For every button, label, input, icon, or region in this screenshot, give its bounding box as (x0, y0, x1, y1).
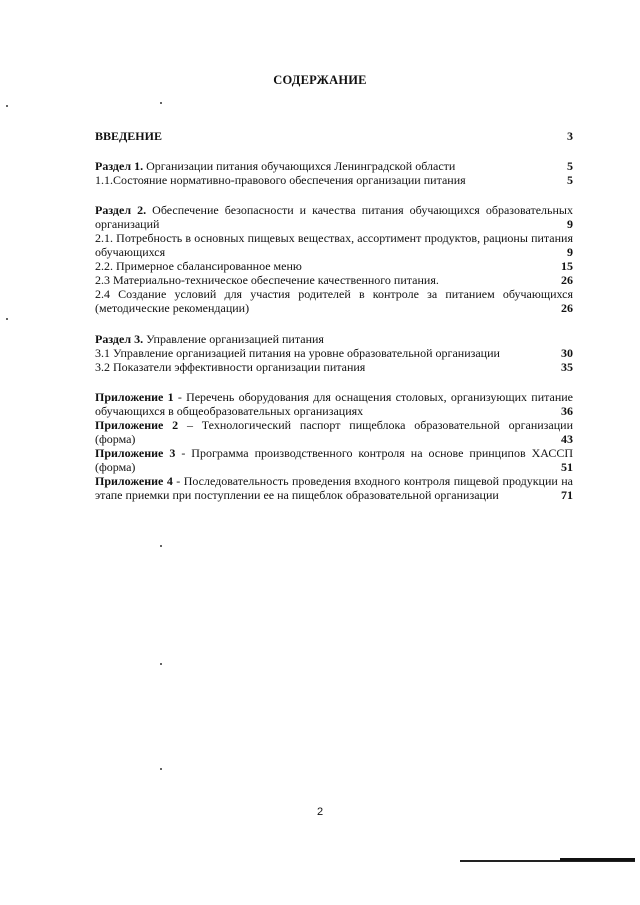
appendix-3-text: - Программа производственного контроля на основе принципов ХАССП (форма) (95, 446, 573, 474)
toc-item-2-2: 2.2. Примерное сбалансированное меню (95, 259, 302, 273)
section2-title: Обеспечение безопасности и качества питания обучающихся образовательных организаций (95, 203, 573, 231)
appendix-4-label: Приложение 4 (95, 474, 173, 488)
toc-section-1 (95, 159, 573, 187)
toc-item-2-3-page: 26 (561, 273, 573, 287)
toc-appendix-1 (95, 390, 573, 418)
section2-page: 9 (567, 217, 573, 231)
toc-item-1-1-page: 5 (567, 173, 573, 187)
toc-item-3-2: 3.2 Показатели эффективности организации питания (95, 360, 366, 374)
toc-appendix-4 (95, 474, 573, 502)
section3-label: Раздел 3. (95, 332, 144, 346)
toc-item-2-1-text: 2.1. Потребность в основных пищевых веществах, ассортимент продуктов, рационы питания обучающихся (95, 231, 573, 259)
toc-item-3-1: 3.1 Управление организацией питания на уровне образовательной организации (95, 346, 500, 360)
scan-speck (6, 318, 8, 320)
section2-heading (95, 203, 573, 231)
toc-appendix-3 (95, 446, 573, 474)
section1-label: Раздел 1. (95, 159, 144, 173)
toc-intro (95, 129, 573, 143)
toc-item-3-1-page: 30 (561, 346, 573, 360)
scan-speck (160, 545, 162, 547)
toc-section-2 (95, 203, 573, 315)
toc-item-1-1: 1.1.Состояние нормативно-правового обеспечения организации питания (95, 173, 466, 187)
toc-item-2-4-text: 2.4 Создание условий для участия родителей в контроле за питанием обучающихся (методические рекомендации) (95, 287, 573, 315)
toc-item-2-4 (95, 287, 573, 315)
intro-label: ВВЕДЕНИЕ (95, 129, 162, 143)
toc-item-2-1 (95, 231, 573, 259)
toc-item-2-2-page: 15 (561, 259, 573, 273)
appendix-2-page: 43 (561, 432, 573, 446)
intro-page: 3 (567, 129, 573, 143)
section3-title: Управление организацией питания (146, 332, 324, 346)
appendix-3-page: 51 (561, 460, 573, 474)
appendix-1-label: Приложение 1 (95, 390, 174, 404)
appendix-2-label: Приложение 2 (95, 418, 179, 432)
toc-appendices (95, 390, 573, 502)
appendix-1-text: - Перечень оборудования для оснащения столовых, организующих питание обучающихся в общеобразовательных организациях (95, 390, 574, 418)
appendix-3-label: Приложение 3 (95, 446, 176, 460)
scan-speck (160, 768, 162, 770)
toc-appendix-2 (95, 418, 573, 446)
appendix-2-text: – Технологический паспорт пищеблока образовательной организации (форма) (95, 418, 574, 446)
section1-title: Организации питания обучающихся Ленинградской области (146, 159, 456, 173)
appendix-4-text: - Последовательность проведения входного контроля пищевой продукции на этапе приемки при поступлении ее на пищеблок образовательной организации (95, 474, 574, 502)
appendix-4-page: 71 (561, 488, 573, 502)
section1-page: 5 (567, 159, 573, 173)
toc-section-3 (95, 332, 573, 374)
section2-label: Раздел 2. (95, 203, 147, 217)
scan-speck (160, 663, 162, 665)
scan-speck (160, 102, 162, 104)
toc-item-3-2-page: 35 (561, 360, 573, 374)
toc-item-2-1-page: 9 (567, 245, 573, 259)
scan-edge-line (560, 858, 635, 861)
scan-speck (6, 105, 8, 107)
page-number: 2 (316, 806, 324, 818)
toc-item-2-4-page: 26 (561, 301, 573, 315)
toc-item-2-3: 2.3 Материально-техническое обеспечение качественного питания. (95, 273, 439, 287)
appendix-1-page: 36 (561, 404, 573, 418)
page-title: СОДЕРЖАНИЕ (273, 73, 367, 87)
